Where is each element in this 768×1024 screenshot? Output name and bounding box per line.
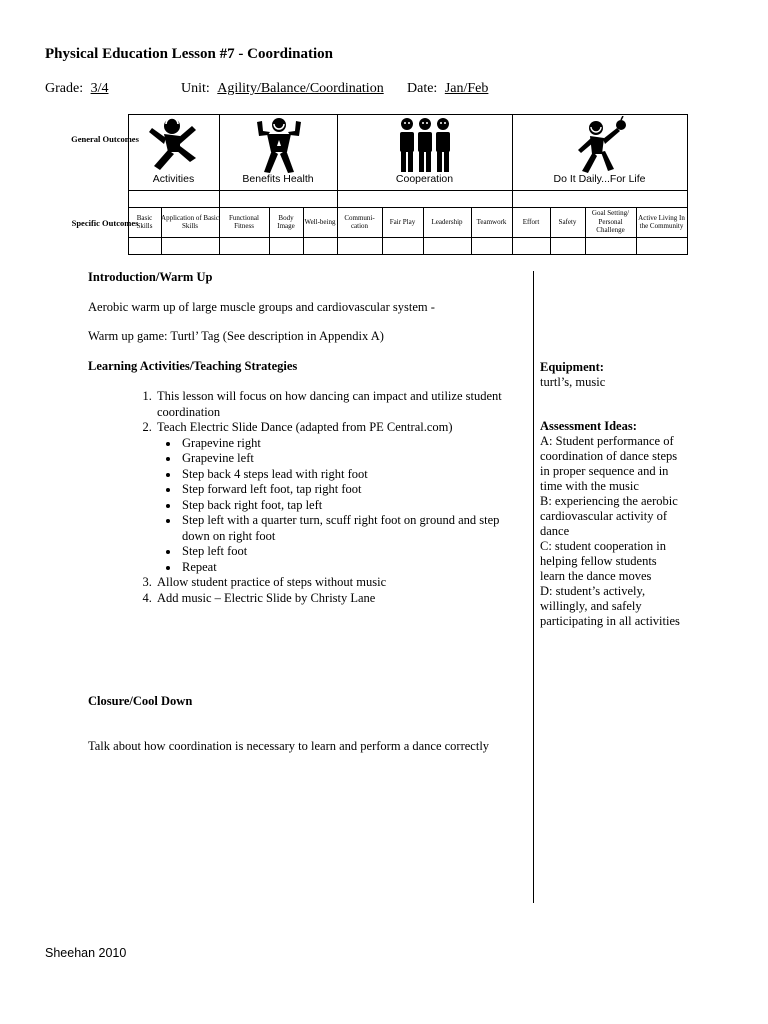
- specific-outcome: Effort: [522, 217, 540, 226]
- learning-steps: [118, 389, 555, 606]
- assessment-heading: Assessment Ideas:: [540, 419, 637, 433]
- specific-outcome: Leadership: [431, 217, 463, 226]
- assessment-d: D: student’s actively, willingly, and safely participating in all activities: [540, 584, 680, 628]
- step-text: Add music – Electric Slide by Christy Lane: [157, 590, 376, 605]
- unit-label: Unit:: [181, 81, 210, 96]
- grade-field: [45, 81, 108, 97]
- page-title: Physical Education Lesson #7 - Coordination: [45, 46, 333, 62]
- assessment-a: A: Student performance of coordination of dance steps in proper sequence and in time with the music: [540, 434, 678, 493]
- grade-value: 3/4: [90, 81, 109, 96]
- specific-outcomes-label: Specific Outcomes: [71, 218, 139, 228]
- step-text: Allow student practice of steps without music: [157, 575, 387, 589]
- equipment-heading: Equipment:: [540, 360, 604, 374]
- outcome-cooperation: [337, 114, 512, 190]
- specific-outcome: Teamwork: [476, 217, 507, 226]
- step-text: This lesson will focus on how dancing can impact and utilize student coordination: [157, 389, 502, 419]
- list-item: [155, 591, 555, 607]
- footer-text: Sheehan 2010: [45, 946, 127, 960]
- assessment-section: [540, 419, 680, 629]
- specific-outcome: Communi-cation: [344, 213, 375, 230]
- outcome-label: Activities: [152, 173, 195, 185]
- outcome-do-it-daily: [512, 114, 687, 190]
- specific-outcome: Well-being: [304, 217, 336, 226]
- equipment-section: [540, 360, 690, 390]
- intro-text: Aerobic warm up of large muscle groups and cardiovascular system -: [88, 300, 435, 314]
- specific-outcome: Active Living In the Community: [638, 213, 685, 230]
- closure-heading: Closure/Cool Down: [88, 694, 193, 708]
- list-item: • Step forward left foot, tap right foot: [180, 482, 555, 498]
- specific-outcome: Body Image: [277, 213, 295, 230]
- specific-outcome: Fair Play: [389, 217, 416, 226]
- general-outcomes-label: General Outcomes: [71, 134, 139, 144]
- date-value: Jan/Feb: [444, 81, 489, 96]
- date-label: Date:: [407, 81, 438, 96]
- outcome-label: Do It Daily...For Life: [553, 173, 646, 185]
- list-item: • Grapevine right: [180, 436, 555, 452]
- unit-field: [181, 81, 384, 97]
- outcome-label: Benefits Health: [242, 173, 314, 185]
- sub-steps: [157, 436, 555, 576]
- flexing-figure-icon: [251, 116, 307, 174]
- list-item: • Step left with a quarter turn, scuff right foot on ground and step down on right foot: [180, 513, 555, 544]
- specific-outcome: Goal Setting/ Personal Challenge: [591, 209, 630, 235]
- list-item: [155, 389, 555, 420]
- list-item: • Step back right foot, tap left: [180, 498, 555, 514]
- outcome-activities: [128, 114, 219, 190]
- list-item: • Grapevine left: [180, 451, 555, 467]
- list-item: • Step back 4 steps lead with right foot: [180, 467, 555, 483]
- apple-figure-icon: [570, 116, 630, 174]
- intro-heading: Introduction/Warm Up: [88, 270, 213, 284]
- specific-outcome: Basic Skills: [136, 213, 153, 230]
- step-text: Teach Electric Slide Dance (adapted from PE Central.com): [157, 420, 453, 434]
- specific-outcome: Safety: [558, 217, 577, 226]
- specific-outcome: Functional Fitness: [229, 213, 259, 230]
- date-field: [407, 81, 488, 97]
- list-item: • Repeat: [180, 560, 555, 576]
- leaping-figure-icon: [146, 116, 202, 174]
- assessment-b: B: experiencing the aerobic cardiovascular activity of dance: [540, 494, 678, 538]
- grade-label: Grade:: [45, 81, 84, 96]
- assessment-c: C: student cooperation in helping fellow students learn the dance moves: [540, 539, 667, 583]
- group-figures-icon: [397, 116, 453, 174]
- outcome-benefits-health: [219, 114, 337, 190]
- warmup-game-text: Warm up game: Turtl’ Tag (See description in Appendix A): [88, 329, 384, 343]
- outcome-label: Cooperation: [395, 173, 454, 185]
- outcomes-table: [128, 114, 688, 255]
- closure-text: Talk about how coordination is necessary to learn and perform a dance correctly: [88, 739, 490, 753]
- learning-heading: Learning Activities/Teaching Strategies: [88, 359, 298, 373]
- list-item: [155, 420, 555, 575]
- unit-value: Agility/Balance/Coordination: [217, 81, 384, 96]
- equipment-text: turtl’s, music: [540, 375, 606, 389]
- list-item: [155, 575, 555, 591]
- specific-outcome: Application of Basic Skills: [161, 213, 219, 230]
- list-item: • Step left foot: [180, 544, 555, 560]
